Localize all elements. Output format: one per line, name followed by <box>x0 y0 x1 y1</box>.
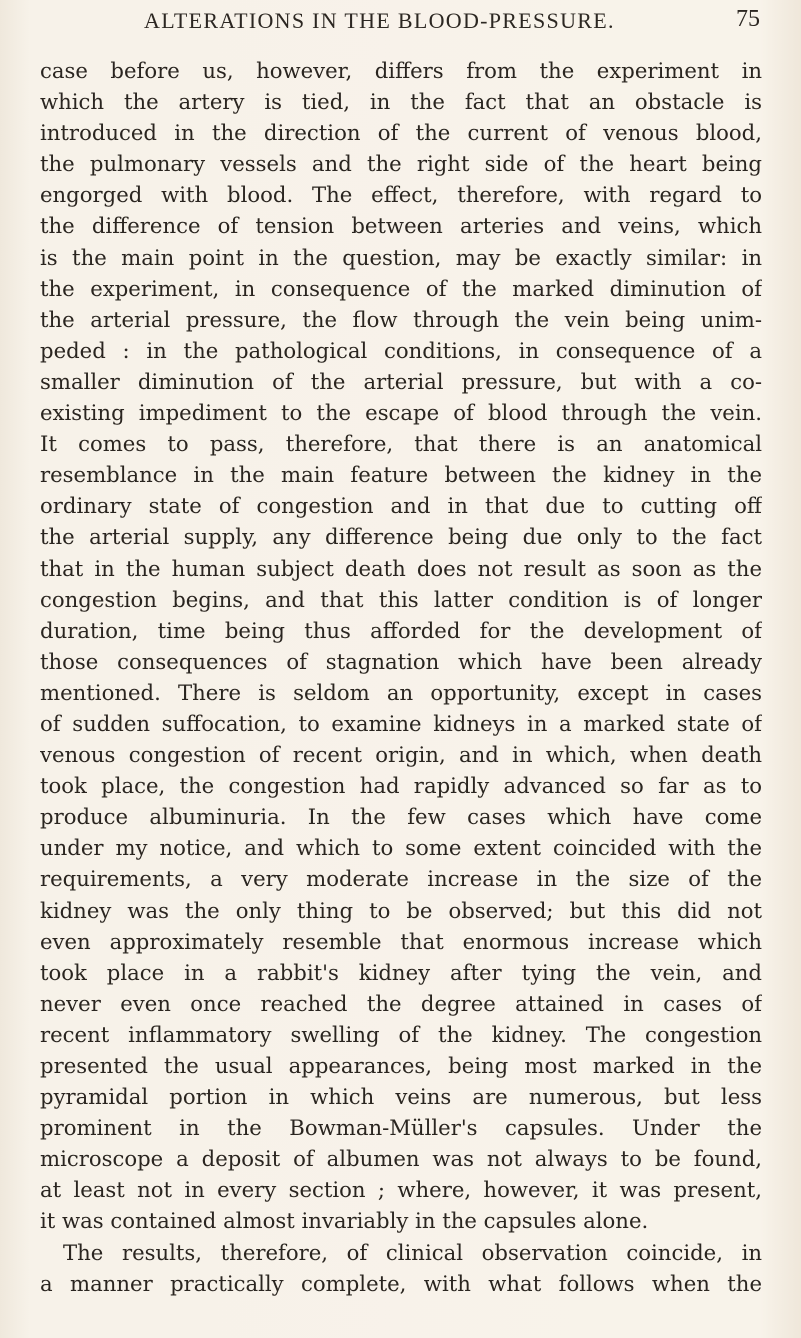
text-line: the pulmonary vessels and the right side of the heart being <box>40 151 762 177</box>
page-number: 75 <box>736 6 760 32</box>
text-line: that in the human subject death does not result as soon as the <box>40 555 762 581</box>
text-line: peded : in the pathological conditions, in consequence of a <box>40 337 762 363</box>
text-line: at least not in every section ; where, however, it was present, <box>40 1177 762 1203</box>
text-line: even approximately resemble that enormous increase which <box>40 928 762 954</box>
text-line: it was contained almost invariably in the capsules alone. <box>40 1208 649 1234</box>
text-line: case before us, however, differs from the experiment in <box>40 58 762 83</box>
text-line: those consequences of stagnation which have been already <box>40 648 762 674</box>
text-line: microscope a deposit of albumen was not always to be found, <box>40 1146 762 1172</box>
text-line: is the main point in the question, may be exactly similar: in <box>40 244 762 270</box>
text-line: venous congestion of recent origin, and in which, when death <box>40 742 762 768</box>
text-line: never even once reached the degree attained in cases of <box>40 990 762 1016</box>
text-line: introduced in the direction of the current of venous blood, <box>40 120 762 146</box>
text-line: a manner practically complete, with what follows when the <box>40 1270 762 1296</box>
text-line: the arterial pressure, the flow through the vein being unim- <box>40 306 762 332</box>
text-line: resemblance in the main feature between the kidney in the <box>40 462 762 488</box>
text-line: the arterial supply, any difference being due only to the fact <box>40 524 762 550</box>
text-line: produce albuminuria. In the few cases which have come <box>40 804 762 830</box>
text-line: the difference of tension between arteries and veins, which <box>40 213 762 239</box>
text-line: of sudden suffocation, to examine kidneys in a marked state of <box>40 710 762 736</box>
text-line: existing impediment to the escape of blood through the vein. <box>40 400 762 426</box>
text-line: engorged with blood. The effect, therefore, with regard to <box>40 182 762 208</box>
text-line: The results, therefore, of clinical observation coincide, in <box>63 1239 762 1265</box>
text-line: It comes to pass, therefore, that there is an anatomical <box>40 431 762 457</box>
text-line: took place in a rabbit's kidney after tying the vein, and <box>40 959 762 985</box>
body-text <box>40 55 762 1299</box>
text-line: duration, time being thus afforded for the development of <box>40 617 762 643</box>
text-line: pyramidal portion in which veins are numerous, but less <box>40 1084 762 1110</box>
text-line: kidney was the only thing to be observed; but this did not <box>40 897 762 923</box>
running-title: ALTERATIONS IN THE BLOOD-PRESSURE. <box>144 8 615 33</box>
text-line: recent inflammatory swelling of the kidney. The congestion <box>40 1021 762 1047</box>
text-line: congestion begins, and that this latter condition is of longer <box>40 586 762 612</box>
text-line: under my notice, and which to some extent coincided with the <box>40 835 762 861</box>
text-line: took place, the congestion had rapidly advanced so far as to <box>40 773 762 799</box>
text-line: presented the usual appearances, being most marked in the <box>40 1053 762 1078</box>
text-line: the experiment, in consequence of the marked diminution of <box>40 275 762 301</box>
page-header <box>40 6 770 40</box>
text-line: which the artery is tied, in the fact that an obstacle is <box>40 89 762 115</box>
text-line: smaller diminution of the arterial pressure, but with a co- <box>40 368 762 394</box>
text-line: prominent in the Bowman-Müller's capsules. Under the <box>40 1115 762 1141</box>
text-line: ordinary state of congestion and in that due to cutting off <box>40 493 762 519</box>
text-line: requirements, a very moderate increase in the size of the <box>40 866 762 892</box>
text-line: mentioned. There is seldom an opportunity, except in cases <box>40 679 762 705</box>
